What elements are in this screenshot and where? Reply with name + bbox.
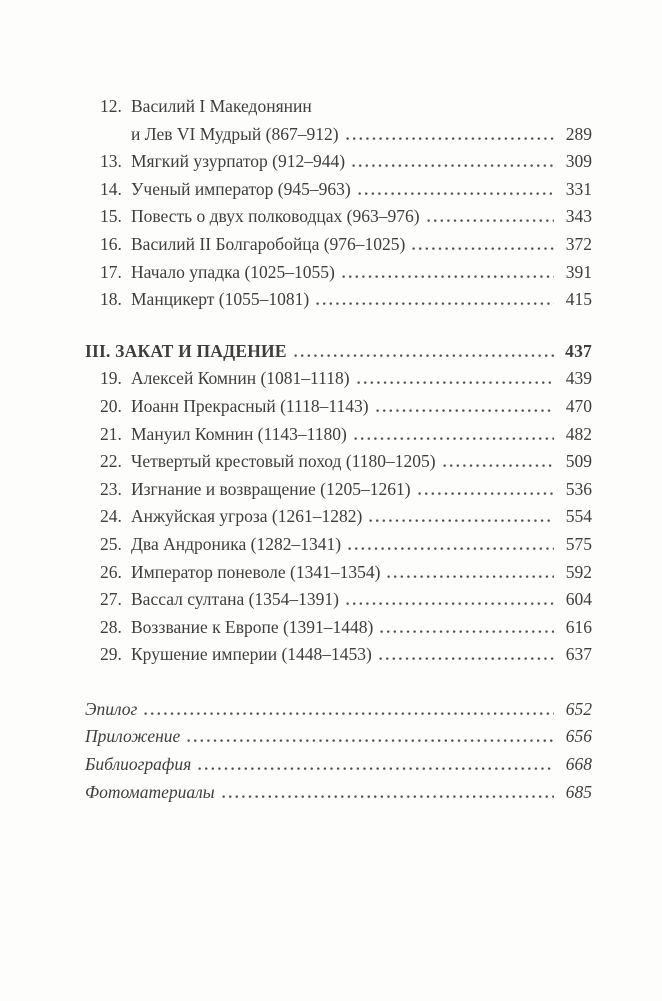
dot-leader — [354, 437, 554, 440]
entry-page-number: 309 — [565, 151, 592, 172]
dot-leader — [346, 137, 554, 140]
dot-leader — [144, 712, 554, 715]
dot-leader — [346, 602, 554, 605]
entry-page-number: 289 — [565, 123, 592, 144]
dot-leader — [348, 547, 554, 550]
entry-number: 19. — [100, 368, 122, 389]
toc-entry-row — [85, 259, 592, 287]
dot-leader — [198, 767, 554, 770]
entry-title: Изгнание и возвращение (1205–1261) — [131, 478, 411, 499]
entry-number: 20. — [100, 395, 122, 416]
toc-section-header — [85, 338, 592, 366]
entry-title: Воззвание к Европе (1391–1448) — [131, 616, 374, 637]
toc-entry-row — [85, 586, 592, 614]
section-page-number: 437 — [565, 340, 592, 361]
entry-title: Иоанн Прекрасный (1118–1143) — [131, 395, 369, 416]
toc-entry-row — [85, 176, 592, 204]
entry-title: Эпилог — [85, 698, 138, 719]
entry-page-number: 391 — [565, 261, 592, 282]
entry-number: 29. — [100, 644, 122, 665]
dot-leader — [412, 247, 554, 250]
entry-number: 23. — [100, 478, 122, 499]
entry-title: Василий I Македонянин — [131, 96, 312, 116]
entry-title: Василий II Болгаробойца (976–1025) — [131, 233, 406, 254]
dot-leader — [352, 164, 554, 167]
entry-number: 17. — [100, 261, 122, 282]
entry-page-number: 637 — [565, 644, 592, 665]
entry-page-number: 668 — [565, 754, 592, 775]
entry-number: 18. — [100, 289, 122, 310]
toc-entry-row — [85, 614, 592, 642]
entry-title: Манцикерт (1055–1081) — [131, 289, 310, 310]
section-title: III. ЗАКАТ И ПАДЕНИЕ — [85, 340, 287, 361]
dot-leader — [222, 795, 554, 798]
toc-entry-row — [85, 531, 592, 559]
entry-page-number: 656 — [565, 726, 592, 747]
dot-leader — [369, 519, 554, 522]
dot-leader — [357, 381, 554, 384]
entry-page-number: 482 — [565, 423, 592, 444]
toc-entry-row — [85, 696, 592, 724]
dot-leader — [387, 575, 554, 578]
dot-leader — [358, 192, 554, 195]
entry-page-number: 509 — [565, 451, 592, 472]
dot-leader — [376, 409, 554, 412]
entry-page-number: 652 — [565, 698, 592, 719]
entry-number: 15. — [100, 206, 122, 227]
toc-entry-row — [85, 641, 592, 669]
toc-entry-row — [85, 448, 592, 476]
toc-entry-row — [85, 723, 592, 751]
entry-title: Мягкий узурпатор (912–944) — [131, 151, 346, 172]
entry-title: Алексей Комнин (1081–1118) — [131, 368, 350, 389]
entry-page-number: 470 — [565, 395, 592, 416]
toc-entry-row — [85, 365, 592, 393]
dot-leader — [294, 354, 554, 357]
entry-page-number: 343 — [565, 206, 592, 227]
toc-part3-list — [85, 365, 592, 669]
entry-title: Мануил Комнин (1143–1180) — [131, 423, 347, 444]
entry-number: 26. — [100, 561, 122, 582]
entry-page-number: 575 — [565, 533, 592, 554]
dot-leader — [342, 275, 554, 278]
entry-title: Ученый император (945–963) — [131, 178, 351, 199]
entry-page-number: 439 — [565, 368, 592, 389]
entry-page-number: 372 — [565, 233, 592, 254]
entry-number: 27. — [100, 589, 122, 610]
entry-number: 28. — [100, 616, 122, 637]
entry-title: Начало упадка (1025–1055) — [131, 261, 335, 282]
entry-title: Анжуйская угроза (1261–1282) — [131, 506, 363, 527]
toc-entry-row — [85, 421, 592, 449]
toc-entry-row — [85, 476, 592, 504]
entry-title: Император поневоле (1341–1354) — [131, 561, 381, 582]
entry-number: 12. — [100, 96, 122, 116]
dot-leader — [418, 492, 554, 495]
dot-leader — [427, 219, 554, 222]
entry-page-number: 616 — [565, 616, 592, 637]
dot-leader — [380, 630, 554, 633]
toc-entry-row — [85, 503, 592, 531]
entry-page-number: 415 — [565, 289, 592, 310]
toc-entry-row — [85, 779, 592, 807]
toc-entry-row — [85, 93, 592, 121]
entry-number: 22. — [100, 451, 122, 472]
entry-title: Крушение империи (1448–1453) — [131, 644, 372, 665]
entry-number: 14. — [100, 178, 122, 199]
entry-title: Два Андроника (1282–1341) — [131, 533, 342, 554]
entry-number: 16. — [100, 233, 122, 254]
entry-number: 13. — [100, 151, 122, 172]
toc-entry-row — [85, 559, 592, 587]
dot-leader — [187, 739, 554, 742]
toc-entry-row — [85, 393, 592, 421]
entry-page-number: 685 — [565, 781, 592, 802]
entry-title: Вассал султана (1354–1391) — [131, 589, 340, 610]
entry-page-number: 536 — [565, 478, 592, 499]
entry-title: Фотоматериалы — [85, 781, 215, 802]
entry-page-number: 554 — [565, 506, 592, 527]
toc-entry-row — [85, 121, 592, 149]
toc-entry-row — [85, 203, 592, 231]
dot-leader — [316, 302, 554, 305]
toc-back-matter-list — [85, 696, 592, 806]
entry-title: Приложение — [85, 726, 181, 747]
entry-title: Четвертый крестовый поход (1180–1205) — [131, 451, 436, 472]
entry-title: Библиография — [85, 754, 192, 775]
entry-title: и Лев VI Мудрый (867–912) — [131, 123, 339, 144]
toc-entry-row — [85, 231, 592, 259]
entry-title: Повесть о двух полководцах (963–976) — [131, 206, 420, 227]
entry-number: 24. — [100, 506, 122, 527]
entry-page-number: 592 — [565, 561, 592, 582]
dot-leader — [443, 464, 554, 467]
entry-number: 25. — [100, 533, 122, 554]
entry-number: 21. — [100, 423, 122, 444]
toc-entry-row — [85, 286, 592, 314]
entry-page-number: 331 — [565, 178, 592, 199]
toc-entry-row — [85, 751, 592, 779]
dot-leader — [379, 657, 554, 660]
toc-entry-row — [85, 148, 592, 176]
toc-part2-list — [85, 93, 592, 314]
entry-page-number: 604 — [565, 589, 592, 610]
